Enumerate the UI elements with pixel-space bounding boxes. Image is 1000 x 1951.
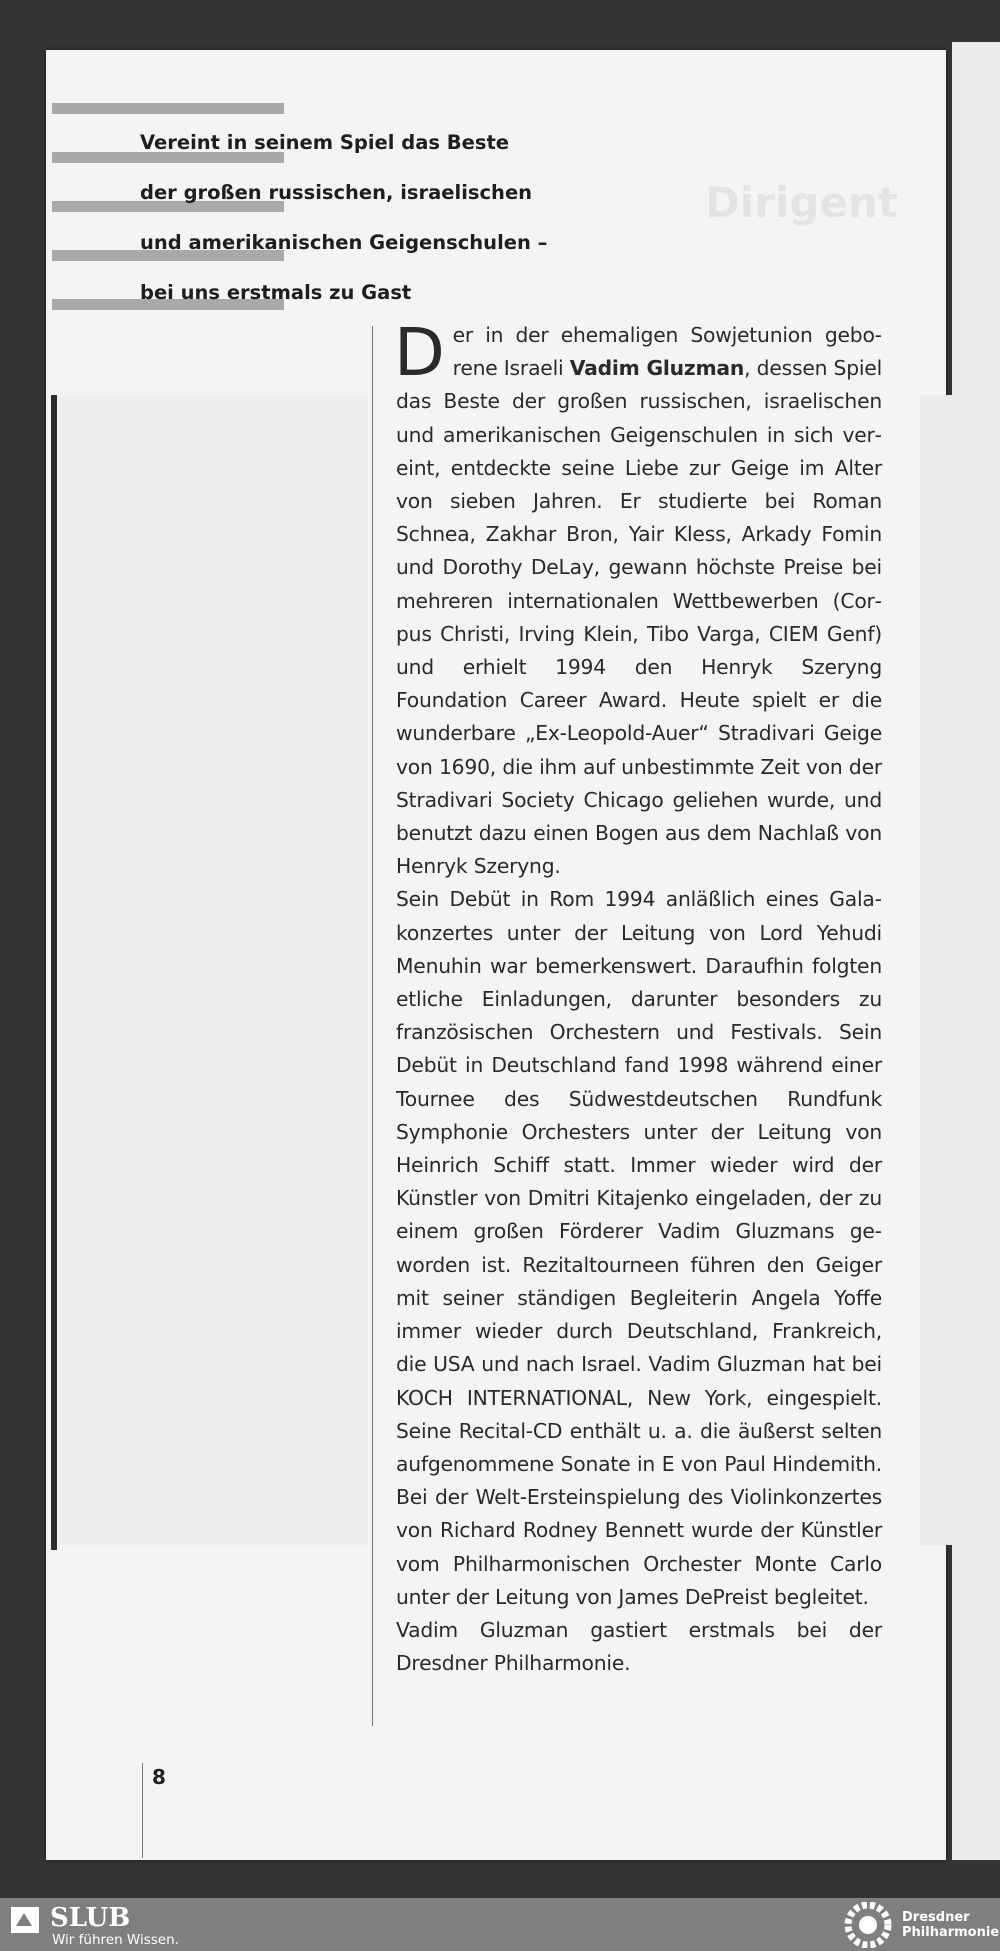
footer-bar (0, 1898, 1000, 1951)
article-body (394, 314, 883, 1680)
facing-page-edge (952, 42, 1000, 1860)
drop-cap: D (394, 314, 445, 391)
philharmonie-logo-icon (842, 1902, 894, 1948)
show-through-edge (920, 395, 952, 1545)
headline-line: und amerikanischen Geigenschulen – (140, 231, 548, 254)
paragraph (394, 314, 883, 883)
page-number-rule (142, 1763, 143, 1858)
library-tagline: Wir führen Wissen. (52, 1932, 179, 1948)
slub-logo-icon (10, 1906, 40, 1934)
show-through-photo (58, 395, 368, 1545)
headline-line: bei uns erstmals zu Gast (140, 281, 412, 304)
partner-name (902, 1910, 999, 1940)
partner-name-line: Philharmonie (902, 1925, 1000, 1940)
page-number: 8 (152, 1765, 166, 1789)
headline-stripe (52, 103, 284, 114)
column-rule (372, 326, 373, 1726)
paragraph: Vadim Gluzman gastiert erstmals bei der Dresdner Philharmonie. (396, 1617, 882, 1676)
partner-name-line: Dresdner (902, 1910, 970, 1925)
paragraph: Sein Debüt in Rom 1994 anläßlich eines Galakonzertes unter der Leitung von Lord Yehudi Menuhin war bemerkenswert. Daraufhin folgten etliche Einladungen, darunter besonders zu französischen Orchestern und Festivals. Sein Debüt in Deutschland fand 1998 während einer Tournee des Südwestdeutschen Rundfunk Symphonie Orchesters unter der Leitung von Heinrich Schiff statt. Immer wieder wird der Künstler von Dmitri Kitajenko eingeladen, der zu einem großen Förderer Vadim Gluzmans geworden ist. Rezitaltourneen führen den Geiger mit seiner ständigen Begleiterin Angela Yoffe immer wieder durch Deutschland, Frankreich, die USA und nach Israel. Vadim Gluzman hat bei KOCH INTERNATIONAL, New York, eingespielt. Seine Recital-CD enthält u. a. die äußerst selten aufgenommene Sonate in E von Paul Hindemith. Bei der Welt-Ersteinspielung des Violinkonzertes von Richard Rodney Bennett wurde der Künstler vom Philharmonischen Orchester Monte Carlo unter der Leitung von James DePreist begleitet. (396, 887, 882, 1609)
headline-line: Vereint in seinem Spiel das Beste (140, 131, 509, 154)
left-edge-bar (51, 395, 57, 1550)
artist-name: Vadim Gluzman (569, 356, 745, 381)
headline (140, 118, 548, 318)
headline-line: der großen russischen, israelischen (140, 181, 533, 204)
show-through-title: Dirigent (705, 178, 898, 227)
text-run: er in der ehemaligen Sowjetunion geborene Israeli (452, 323, 882, 381)
library-name: SLUB (50, 1903, 131, 1933)
text-run: , dessen Spiel das Beste der großen russischen, israelischen und amerikanischen Geigenschulen in sich vereint, entdeckte seine Liebe zur Geige im Alter von sieben Jahren. Er studierte bei Roman Schnea, Zakhar Bron, Yair Kless, Arkady Fomin und Dorothy DeLay, gewann höchste Preise bei mehreren internationalen Wettbewerben (Corpus Christi, Irving Klein, Tibo Varga, CIEM Genf) und erhielt 1994 den Henryk Szeryng Foundation Career Award. Heute spielt er die wunderbare „Ex-Leopold-Auer“ Stradivari Geige von 1690, die ihm auf unbestimmte Zeit von der Stradivari Society Chicago geliehen wurde, und benutzt dazu einen Bogen aus dem Nachlaß von Henryk Szeryng. (396, 356, 883, 879)
